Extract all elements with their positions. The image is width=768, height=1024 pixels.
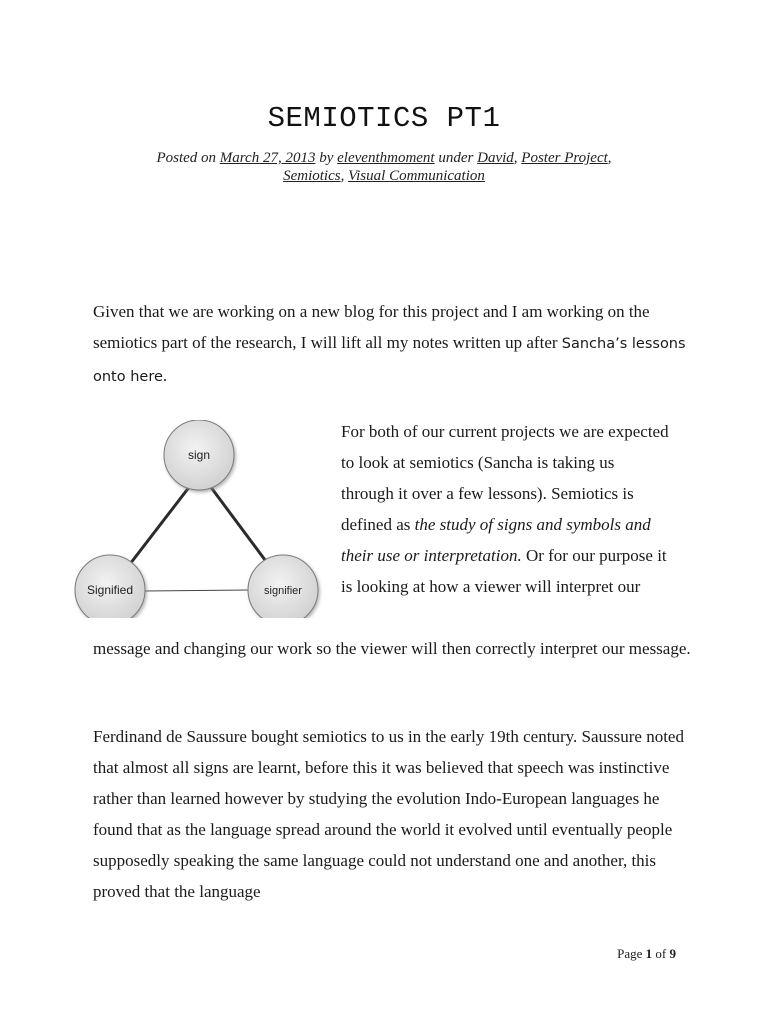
category-link-visual-communication[interactable]: Visual Communication [348,168,485,184]
node-signifier-label: signifier [264,585,302,597]
node-signifier [248,555,318,618]
node-sign [164,420,234,490]
intro-text: Given that we are working on a new blog for this project and I am working on the semiotics part of the research, I will lift all my notes written up after [93,302,650,352]
category-separator: , [607,150,612,166]
connector-sign-signifier [210,486,268,564]
node-sign-label: sign [187,448,211,462]
page-number [617,946,676,962]
category-link-poster-project[interactable]: Poster Project [521,150,608,166]
current-page: 1 [645,946,653,961]
total-pages: 9 [669,946,676,961]
definition-italic: the study of signs and symbols and their use or interpretation. [341,515,651,565]
connector-signified-signifier [144,590,250,591]
intro-paragraph [93,296,693,393]
page-word: Page [617,946,643,961]
connector-sign-signified [130,486,190,564]
date-link[interactable]: March 27, 2013 [219,150,316,166]
category-separator: , [340,168,345,184]
category-link-semiotics[interactable]: Semiotics [283,168,341,184]
saussure-paragraph: Ferdinand de Saussure bought semiotics to us in the early 19th century. Saussure noted that almost all signs are learnt, before this it was believed that speech was instinctive rather than learned however by studying the evolution Indo-European languages he found that as the language spread around the world it evolved until eventually people supposedly speaking the same language could not understand one and another, this proved that the language [93,727,684,901]
by-label: by [319,150,334,166]
category-separator: , [513,150,518,166]
of-word: of [655,946,667,961]
author-link[interactable]: eleventhmoment [337,150,435,166]
post-meta [150,149,618,185]
intro-end: . [162,366,168,385]
node-signified [75,555,145,618]
definition-lead: For both of our current projects we are expected to look at semiotics (Sancha is taking us through it over a few lessons). Semiotics is defined as [341,422,669,534]
semiotics-definition-continued: message and changing our work so the viewer will then correctly interpret our message. [93,639,691,658]
under-label: under [438,150,474,166]
posted-on-label: Posted on [156,150,217,166]
node-signified-label: Signified [86,583,134,597]
category-link-david[interactable]: David [477,150,514,166]
intro-sans-text: Sancha’s lessons onto here [93,336,686,385]
definition-rest: Or for our purpose it is looking at how a viewer will interpret our [341,546,667,596]
page-title: SEMIOTICS PT1 [267,102,501,135]
semiotics-triangle-diagram [70,420,332,618]
semiotics-definition-paragraph [341,416,671,602]
